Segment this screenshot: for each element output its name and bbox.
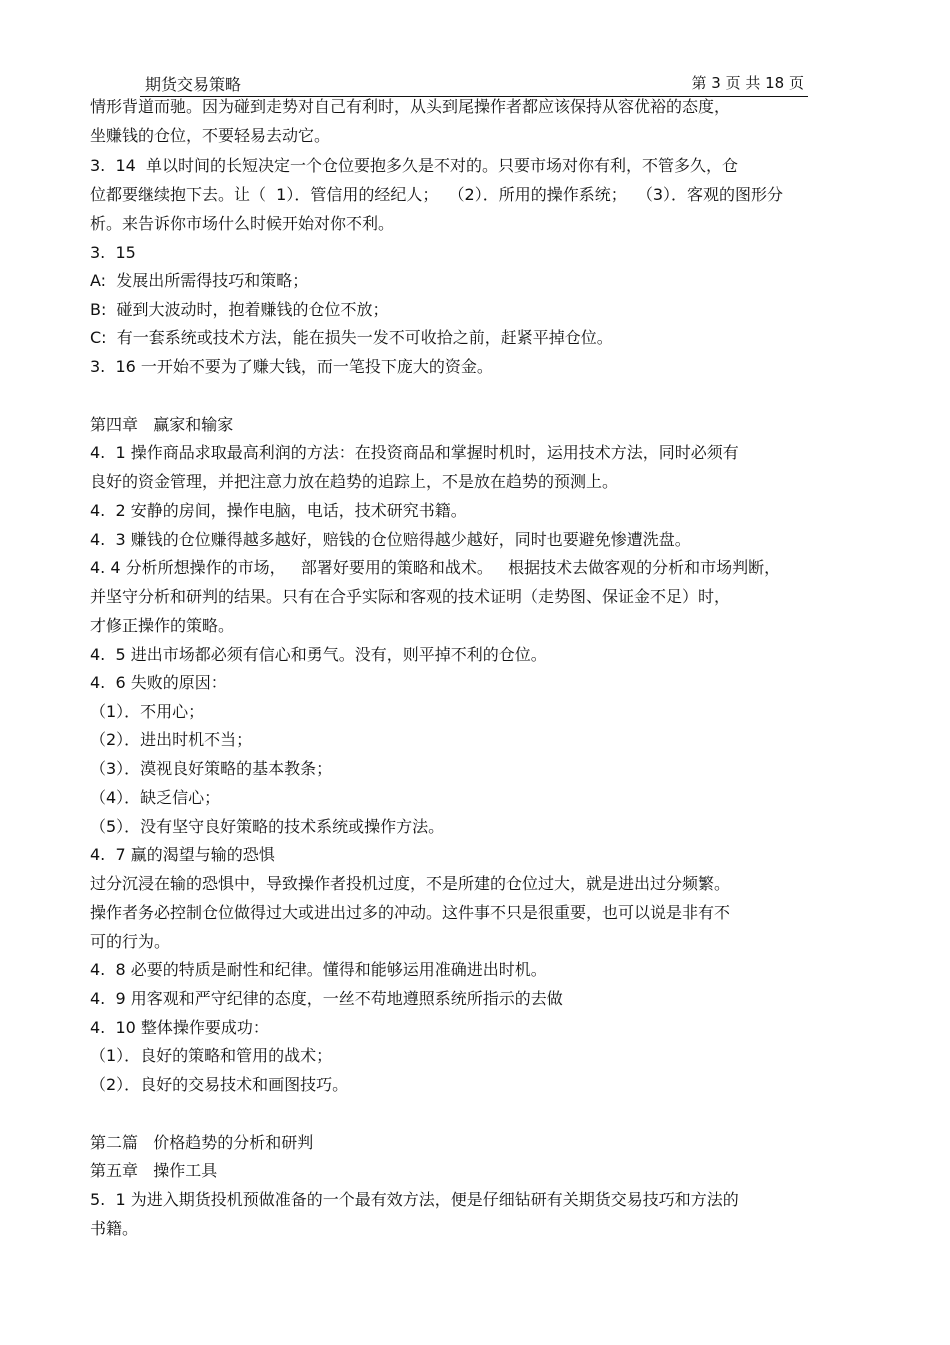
text-line: 4. 4 分析所想操作的市场， 部署好要用的策略和战术。 根据技术去做客观的分析和市场判断， (90, 558, 781, 577)
list-item: （3）．漠视良好策略的基本教条； (90, 759, 333, 778)
text-line: 良好的资金管理，并把注意力放在趋势的追踪上，不是放在趋势的预测上。 (90, 472, 619, 491)
text-line: 析。来告诉你市场什么时候开始对你不利。 (90, 214, 395, 233)
text-line: 4. 6 失败的原因： (90, 673, 227, 692)
text-line: 5. 1 为进入期货投机预做准备的一个最有效方法，便是仔细钻研有关期货交易技巧和方法的 (90, 1190, 739, 1209)
part-heading: 第二篇 价格趋势的分析和研判 (90, 1133, 314, 1152)
list-item: （1）．不用心； (90, 702, 205, 721)
text-line: 并坚守分析和研判的结果。只有在合乎实际和客观的技术证明（走势图、保证金不足）时， (90, 587, 731, 606)
list-item: （1）．良好的策略和管用的战术； (90, 1046, 333, 1065)
text-line: 3. 16 一开始不要为了赚大钱，而一笔投下庞大的资金。 (90, 357, 493, 376)
text-line: 4. 3 赚钱的仓位赚得越多越好，赔钱的仓位赔得越少越好，同时也要避免惨遭洗盘。 (90, 530, 691, 549)
chapter-heading: 第五章 操作工具 (90, 1161, 218, 1180)
chapter-heading: 第四章 赢家和输家 (90, 415, 234, 434)
text-line: 情形背道而驰。因为碰到走势对自己有利时，从头到尾操作者都应该保持从容优裕的态度， (90, 97, 731, 116)
page-number: 第 3 页 共 18 页 (691, 74, 804, 92)
text-line: A: 发展出所需得技巧和策略； (90, 271, 309, 290)
text-line: 位都要继续抱下去。让（ 1）．管信用的经纪人； （2）．所用的操作系统； （3）．客观的图形分 (90, 185, 784, 204)
text-line: 书籍。 (90, 1219, 139, 1238)
text-line: 操作者务必控制仓位做得过大或进出过多的冲动。这件事不只是很重要，也可以说是非有不 (90, 903, 731, 922)
text-line: 4. 10 整体操作要成功： (90, 1018, 269, 1037)
text-line: 4. 2 安静的房间，操作电脑，电话，技术研究书籍。 (90, 501, 467, 520)
text-line: 才修正操作的策略。 (90, 616, 235, 635)
list-item: （5）．没有坚守良好策略的技术系统或操作方法。 (90, 817, 445, 836)
list-item: （2）．进出时机不当； (90, 730, 253, 749)
text-line: 4. 8 必要的特质是耐性和纪律。懂得和能够运用准确进出时机。 (90, 960, 547, 979)
text-line: 3. 14 单以时间的长短决定一个仓位要抱多久是不对的。只要市场对你有利，不管多久，仓 (90, 156, 738, 175)
list-item: （2）．良好的交易技术和画图技巧。 (90, 1075, 349, 1094)
text-line: 4. 1 操作商品求取最高利润的方法：在投资商品和掌握时机时，运用技术方法，同时必须有 (90, 443, 739, 462)
text-line: B: 碰到大波动时，抱着赚钱的仓位不放； (90, 300, 389, 319)
text-line: 4. 7 赢的渴望与输的恐惧 (90, 845, 275, 864)
text-line: C: 有一套系统或技术方法，能在损失一发不可收拾之前，赶紧平掉仓位。 (90, 328, 613, 347)
text-line: 4. 5 进出市场都必须有信心和勇气。没有，则平掉不利的仓位。 (90, 645, 547, 664)
list-item: （4）．缺乏信心； (90, 788, 221, 807)
text-line: 4. 9 用客观和严守纪律的态度，一丝不苟地遵照系统所指示的去做 (90, 989, 563, 1008)
text-line: 坐赚钱的仓位，不要轻易去动它。 (90, 126, 331, 145)
page-header (140, 72, 808, 97)
text-line: 3. 15 (90, 243, 136, 262)
document-title: 期货交易策略 (145, 75, 242, 94)
text-line: 过分沉浸在输的恐惧中，导致操作者投机过度，不是所建的仓位过大，就是进出过分频繁。 (90, 874, 731, 893)
text-line: 可的行为。 (90, 932, 171, 951)
